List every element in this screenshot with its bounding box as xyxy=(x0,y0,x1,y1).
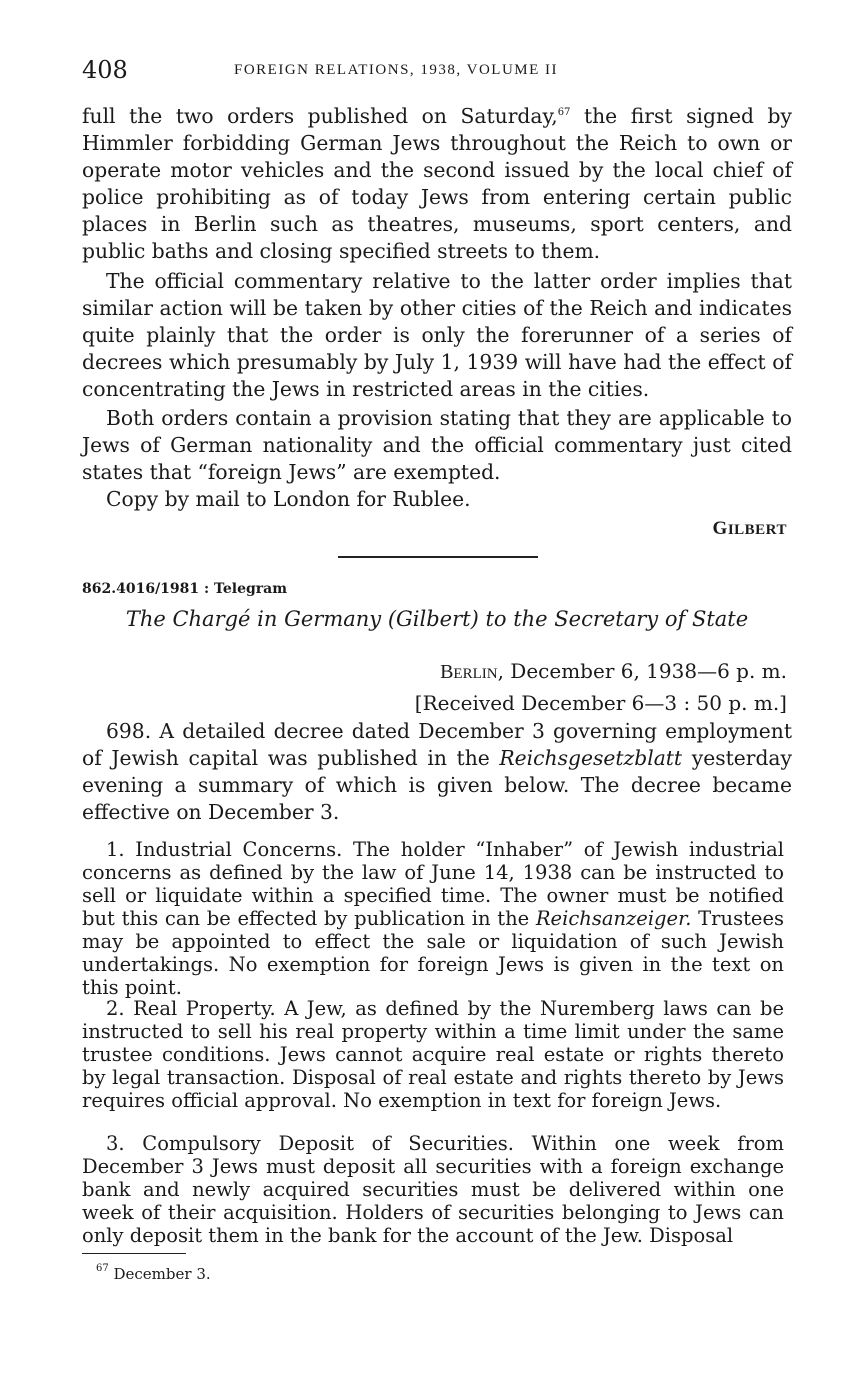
publication-name: Reichsgesetzblatt xyxy=(499,746,683,771)
paragraph-text: The official commentary relative to the latter order implies that similar action will be taken by other cities of the Reich and indicates quite plainly that the order is only the forerunner of a series of decrees which presumably by July 1, 1939 will have had the effect of concentrating the Jews in restricted areas in the cities. xyxy=(82,269,792,402)
paragraph-text: Copy by mail to London for Rublee. xyxy=(106,487,471,511)
sender-name: Gilbert xyxy=(396,607,471,631)
paragraph-text: 3. Compulsory Deposit of Securities. Within one week from December 3 Jews must deposit all securities with a foreign exchange bank and newly acquired securities must be delivered within one week of their acquisition. Holders of securities belonging to Jews can only deposit them in the bank for the account of the Jew. Disposal xyxy=(82,1132,784,1247)
footnote-reference: 67 xyxy=(557,107,571,118)
paragraph-text: the first signed by Himmler forbidding German Jews throughout the Reich to own or operate motor vehicles and the second issued by the local chief of police prohibiting as of today Jews from entering certain public places in Berlin such as theatres, museums, sport centers, and public baths and closing specified streets to them. xyxy=(82,104,792,264)
signature: GILBERT xyxy=(712,518,787,539)
footnote-divider xyxy=(82,1253,186,1254)
paragraph-commentary xyxy=(82,268,792,403)
page-header xyxy=(82,56,794,86)
document-title: The Chargé in Germany (Gilbert) to the Secretary of State xyxy=(125,607,749,631)
paragraph-text: Both orders contain a provision stating that they are applicable to Jews of German nationality and the official commentary just cited states that “foreign Jews” are exempted. xyxy=(82,406,792,485)
item-industrial-concerns: 1. Industrial Concerns. The holder “Inhaber” of Jewish industrial concerns as defined by the law of June 14, 1938 can be instructed to sell or liquidate within a specified time. The owner must be notified but this can be effected by publication in the Reichsanzeiger. Trustees may be appointed to effect the sale or liquidation of such Jewish undertakings. No exemption for foreign Jews is given in the text on this point. xyxy=(82,838,784,999)
paragraph-telegram-intro: 698. A detailed decree dated December 3 governing employment of Jewish capital was published in the Reichsgesetzblatt yesterday evening a summary of which is given below. The decree became effective on December 3. xyxy=(82,719,792,825)
paragraph-text: 2. Real Property. A Jew, as defined by the Nuremberg laws can be instructed to sell his real property within a time limit under the same trustee conditions. Jews cannot acquire real estate or rights thereto by legal transaction. Disposal of real estate and rights thereto by Jews requires official approval. No exemption in text for foreign Jews. xyxy=(82,997,784,1112)
item-real-property xyxy=(82,997,784,1112)
paragraph-copy xyxy=(82,486,792,513)
dateline xyxy=(415,657,787,718)
running-head: FOREIGN RELATIONS, 1938, VOLUME II xyxy=(234,62,559,78)
section-divider xyxy=(338,556,538,558)
publication-name: Reichsanzeiger. xyxy=(535,907,692,930)
file-reference: 862.4016/1981 : Telegram xyxy=(82,581,288,597)
footnote-text: December 3. xyxy=(108,1265,211,1283)
footnote-mark: 67 xyxy=(96,1263,109,1274)
paragraph-text: full the two orders published on Saturday, xyxy=(82,104,558,128)
footnote xyxy=(96,1265,211,1283)
paragraph-provisions xyxy=(82,405,792,486)
item-securities-deposit xyxy=(82,1132,784,1247)
paragraph-continuation xyxy=(82,103,792,266)
page-number: 408 xyxy=(82,56,128,84)
sent-date: BERLIN, December 6, 1938—6 p. m. xyxy=(440,659,787,683)
received-date: [Received December 6—3 : 50 p. m.] xyxy=(414,691,787,715)
